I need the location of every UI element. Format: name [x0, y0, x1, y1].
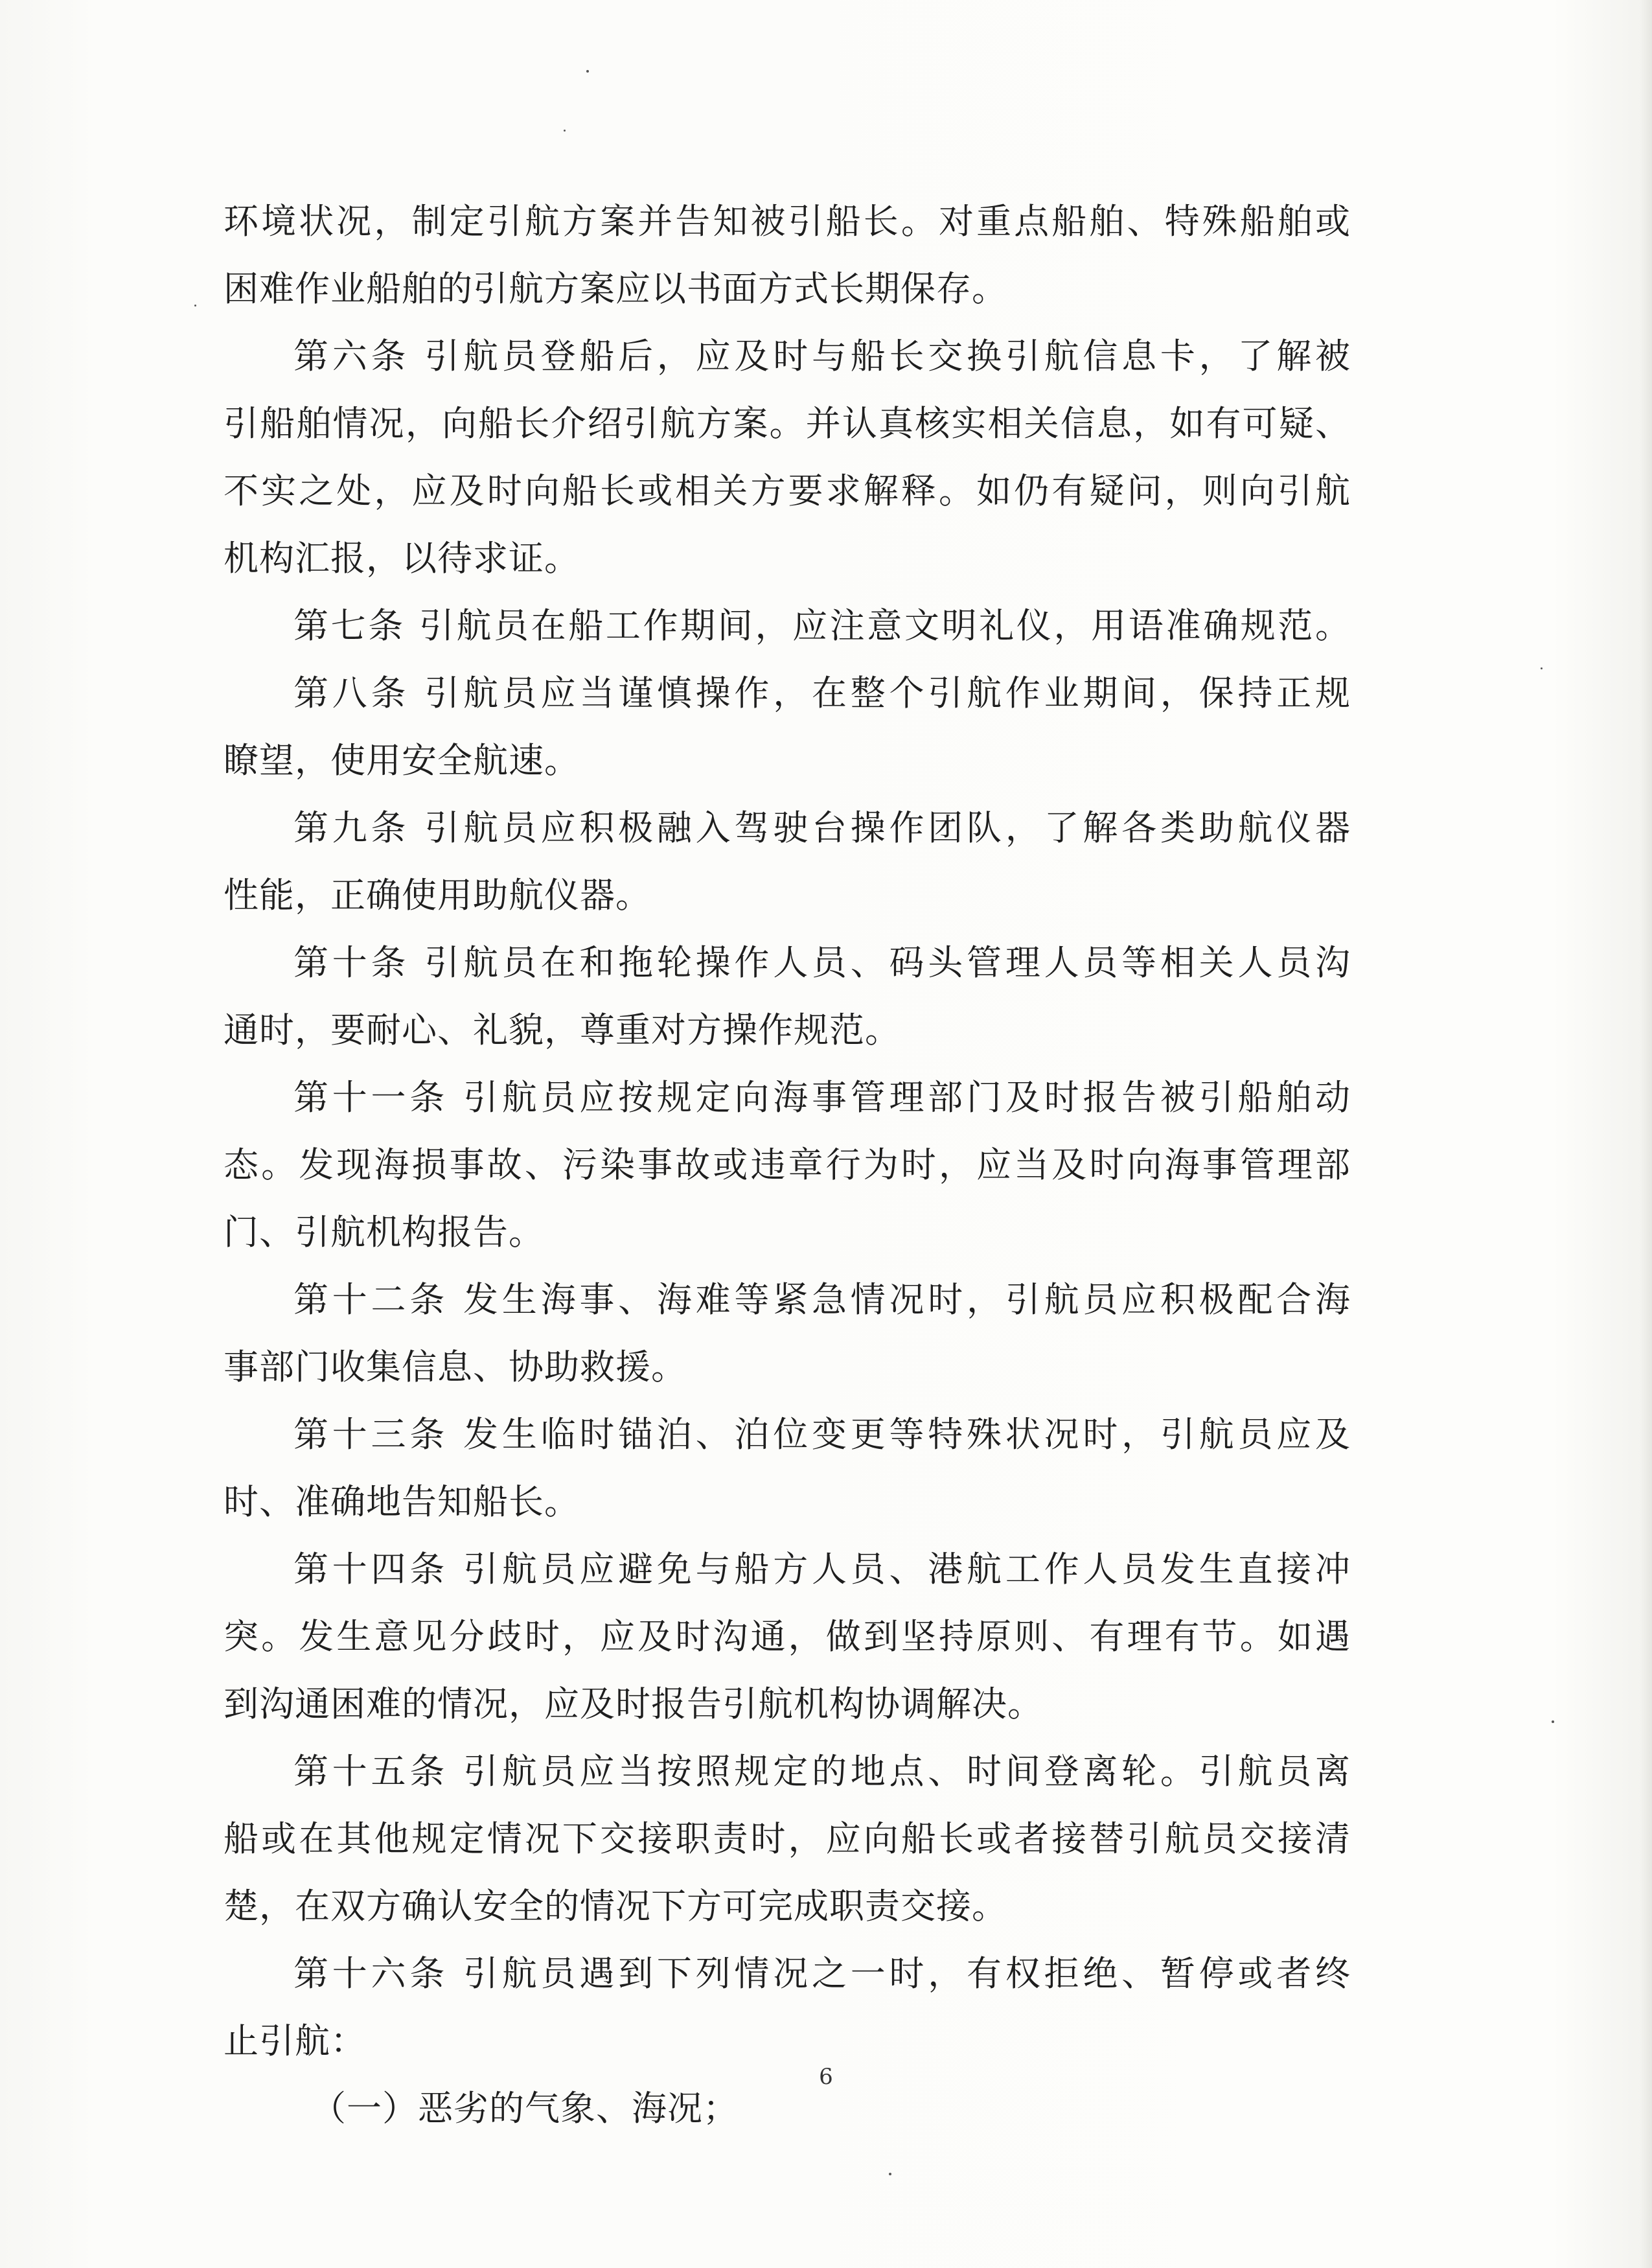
text-line: 门、引航机构报告。 [224, 1212, 544, 1253]
text-line: 性能，正确使用助航仪器。 [224, 875, 651, 916]
text-line: 突。发生意见分歧时，应及时沟通，做到坚持原则、有理有节。如遇 [224, 1616, 1351, 1657]
article-11-heading-line: 第十一条 引航员应按规定向海事管理部门及时报告被引船舶动 [293, 1077, 1351, 1118]
scan-speck [586, 70, 589, 73]
article-9-heading-line: 第九条 引航员应积极融入驾驶台操作团队，了解各类助航仪器 [293, 807, 1351, 848]
text-line: 机构汇报，以待求证。 [224, 538, 580, 579]
scan-speck [1541, 667, 1543, 669]
text-line: 通时，要耐心、礼貌，尊重对方操作规范。 [224, 1010, 901, 1050]
text-line: 困难作业船舶的引航方案应以书面方式长期保存。 [224, 268, 1007, 309]
article-13-heading-line: 第十三条 发生临时锚泊、泊位变更等特殊状况时，引航员应及 [293, 1414, 1351, 1455]
article-6-heading-line: 第六条 引航员登船后，应及时与船长交换引航信息卡，了解被 [293, 336, 1351, 376]
scan-speck [889, 2173, 891, 2175]
article-16-heading-line: 第十六条 引航员遇到下列情况之一时，有权拒绝、暂停或者终 [293, 1953, 1351, 1994]
article-15-heading-line: 第十五条 引航员应当按照规定的地点、时间登离轮。引航员离 [293, 1751, 1351, 1792]
page-number: 6 [819, 2064, 833, 2090]
list-item-1: （一）恶劣的气象、海况； [311, 2088, 739, 2129]
text-line: 时、准确地告知船长。 [224, 1481, 580, 1522]
text-line: 到沟通困难的情况，应及时报告引航机构协调解决。 [224, 1684, 1043, 1724]
scan-speck [194, 305, 196, 307]
scan-speck [564, 130, 566, 132]
text-line: 事部门收集信息、协助救援。 [224, 1347, 687, 1387]
body-text [224, 188, 1351, 2142]
text-line: 船或在其他规定情况下交接职责时，应向船长或者接替引航员交接清 [224, 1818, 1351, 1859]
article-10-heading-line: 第十条 引航员在和拖轮操作人员、码头管理人员等相关人员沟 [293, 942, 1351, 983]
article-12-heading-line: 第十二条 发生海事、海难等紧急情况时，引航员应积极配合海 [293, 1279, 1351, 1320]
page-edge-shadow [1640, 0, 1652, 2268]
text-line: 环境状况，制定引航方案并告知被引船长。对重点船舶、特殊船舶或 [224, 201, 1351, 242]
article-7-line: 第七条 引航员在船工作期间，应注意文明礼仪，用语准确规范。 [293, 605, 1351, 646]
text-line: 引船舶情况，向船长介绍引航方案。并认真核实相关信息，如有可疑、 [224, 403, 1351, 444]
text-line: 瞭望，使用安全航速。 [224, 740, 580, 781]
text-line: 态。发现海损事故、污染事故或违章行为时，应当及时向海事管理部 [224, 1144, 1351, 1185]
text-line: 止引航： [224, 2020, 366, 2061]
article-8-heading-line: 第八条 引航员应当谨慎操作，在整个引航作业期间，保持正规 [293, 673, 1351, 713]
article-14-heading-line: 第十四条 引航员应避免与船方人员、港航工作人员发生直接冲 [293, 1549, 1351, 1590]
scan-speck [1552, 1720, 1554, 1723]
text-line: 不实之处，应及时向船长或相关方要求解释。如仍有疑问，则向引航 [224, 470, 1351, 511]
text-line: 楚，在双方确认安全的情况下方可完成职责交接。 [224, 1886, 1007, 1927]
